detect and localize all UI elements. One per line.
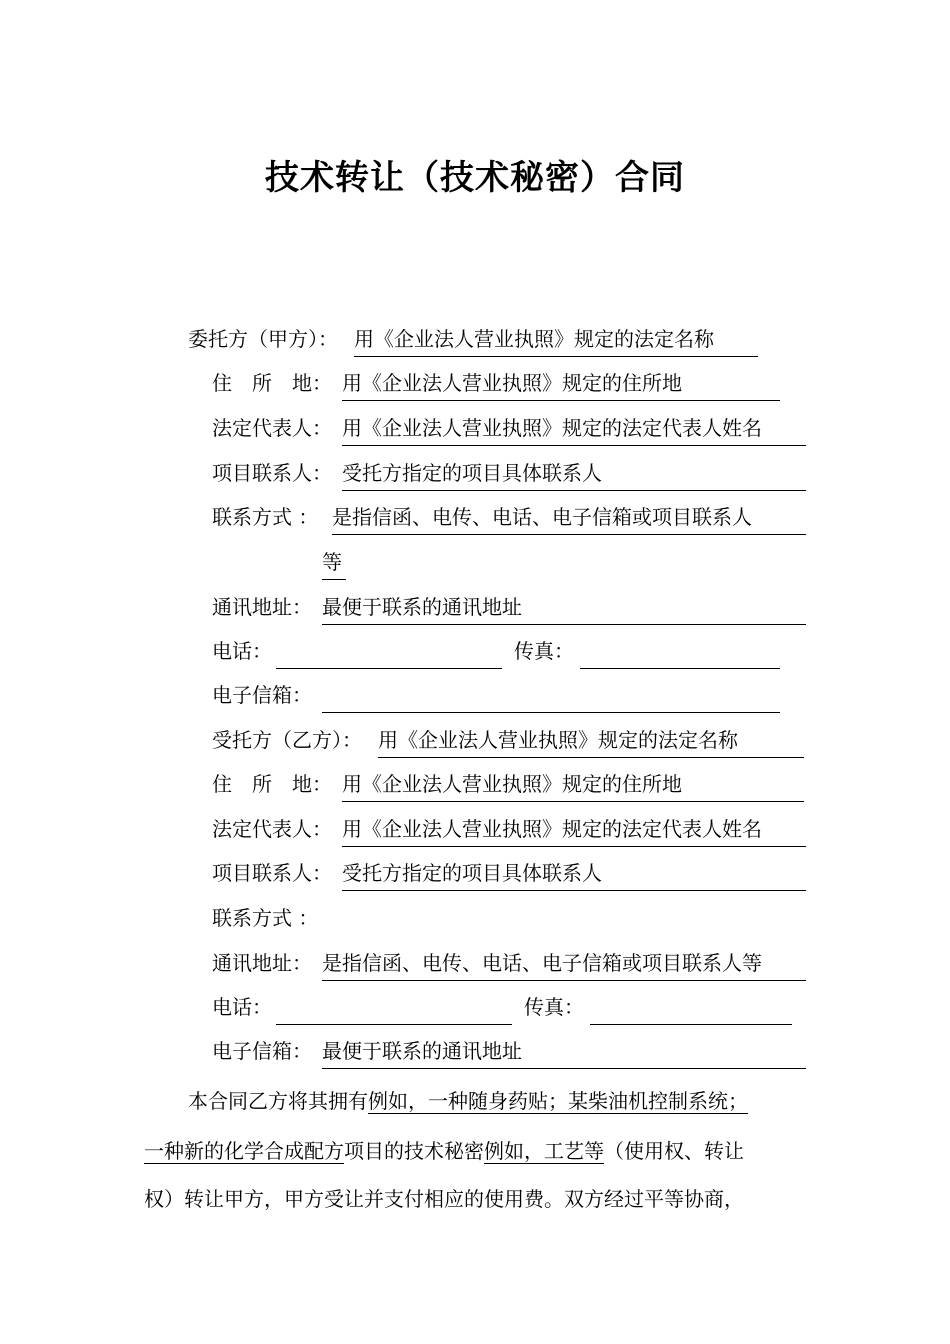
body-text: （使用权、转让 — [604, 1139, 744, 1163]
party-b-rep-label: 法定代表人： — [212, 817, 332, 841]
body-line-1 — [188, 1084, 748, 1118]
party-b-mail-field[interactable]: 是指信函、电传、电话、电子信箱或项目联系人等 — [322, 946, 806, 981]
party-a-mail-label: 通讯地址： — [212, 595, 312, 619]
party-a-address-label: 住 所 地： — [212, 371, 332, 395]
party-a-method-field[interactable]: 是指信函、电传、电话、电子信箱或项目联系人 — [332, 500, 806, 535]
party-a-email-row — [212, 678, 812, 712]
party-a-method-row — [212, 500, 812, 534]
party-a-phone-field[interactable] — [276, 634, 502, 669]
party-b-contact-label: 项目联系人： — [212, 861, 332, 885]
party-a-contact-field[interactable]: 受托方指定的项目具体联系人 — [342, 456, 806, 491]
party-a-rep-label: 法定代表人： — [212, 416, 332, 440]
party-b-address-label: 住 所 地： — [212, 772, 332, 796]
party-b-contact-row — [212, 856, 812, 890]
party-b-mail-row — [212, 946, 812, 980]
body-text: 项目的技术秘密 — [344, 1139, 484, 1163]
party-a-heading — [188, 322, 788, 356]
party-a-address-field[interactable]: 用《企业法人营业执照》规定的住所地 — [342, 366, 780, 401]
party-a-mail-row — [212, 590, 812, 624]
party-b-fax-label: 传真： — [524, 995, 584, 1019]
party-b-rep-field[interactable]: 用《企业法人营业执照》规定的法定代表人姓名 — [342, 812, 806, 847]
party-a-name-field[interactable]: 用《企业法人营业执照》规定的法定名称 — [354, 322, 758, 357]
tech-example-field[interactable]: 例如，一种随身药贴；某柴油机控制系统； — [368, 1089, 748, 1113]
tech-name-field[interactable]: 一种新的化学合成配方 — [144, 1139, 344, 1163]
party-a-email-label: 电子信箱： — [212, 683, 312, 707]
body-line-2 — [144, 1134, 744, 1168]
party-b-mail-label: 通讯地址： — [212, 951, 312, 975]
party-a-method-field-cont[interactable]: 等 — [322, 545, 346, 580]
party-b-rep-row — [212, 812, 812, 846]
party-b-contact-field[interactable]: 受托方指定的项目具体联系人 — [342, 856, 806, 891]
party-b-method-label: 联系方式 ： — [212, 906, 319, 930]
document-title: 技术转让（技术秘密）合同 — [265, 158, 685, 198]
party-a-fax-field[interactable] — [580, 634, 780, 669]
party-a-contact-label: 项目联系人： — [212, 461, 332, 485]
process-example-field[interactable]: 例如，工艺等 — [484, 1139, 604, 1163]
party-a-address-row — [212, 366, 812, 400]
party-a-method-row-cont — [322, 545, 382, 579]
party-a-label: 委托方（甲方）： — [188, 327, 338, 351]
party-b-name-field[interactable]: 用《企业法人营业执照》规定的法定名称 — [378, 723, 804, 758]
party-b-phone-field[interactable] — [276, 990, 512, 1025]
body-text: 本合同乙方将其拥有 — [188, 1089, 368, 1113]
party-a-fax-label: 传真： — [514, 639, 574, 663]
body-line-3 — [144, 1182, 744, 1216]
party-a-email-field[interactable] — [322, 678, 780, 713]
party-b-email-label: 电子信箱： — [212, 1039, 312, 1063]
body-text: 权）转让甲方，甲方受让并支付相应的使用费。双方经过平等协商， — [144, 1187, 744, 1211]
party-b-phone-row — [212, 990, 812, 1024]
party-b-label: 受托方（乙方）： — [212, 728, 362, 752]
party-a-phone-row — [212, 634, 812, 668]
party-b-fax-field[interactable] — [590, 990, 792, 1025]
party-a-contact-row — [212, 456, 812, 490]
party-b-heading — [212, 723, 812, 757]
party-a-phone-label: 电话： — [212, 639, 272, 663]
party-a-method-label: 联系方式 ： — [212, 505, 319, 529]
party-b-email-row — [212, 1034, 812, 1068]
party-b-phone-label: 电话： — [212, 995, 272, 1019]
party-b-address-row — [212, 767, 812, 801]
party-b-method-row — [212, 901, 812, 935]
party-a-rep-field[interactable]: 用《企业法人营业执照》规定的法定代表人姓名 — [342, 411, 806, 446]
party-a-rep-row — [212, 411, 812, 445]
party-a-mail-field[interactable]: 最便于联系的通讯地址 — [322, 590, 806, 625]
party-b-address-field[interactable]: 用《企业法人营业执照》规定的住所地 — [342, 767, 804, 802]
party-b-email-field[interactable]: 最便于联系的通讯地址 — [322, 1034, 806, 1069]
